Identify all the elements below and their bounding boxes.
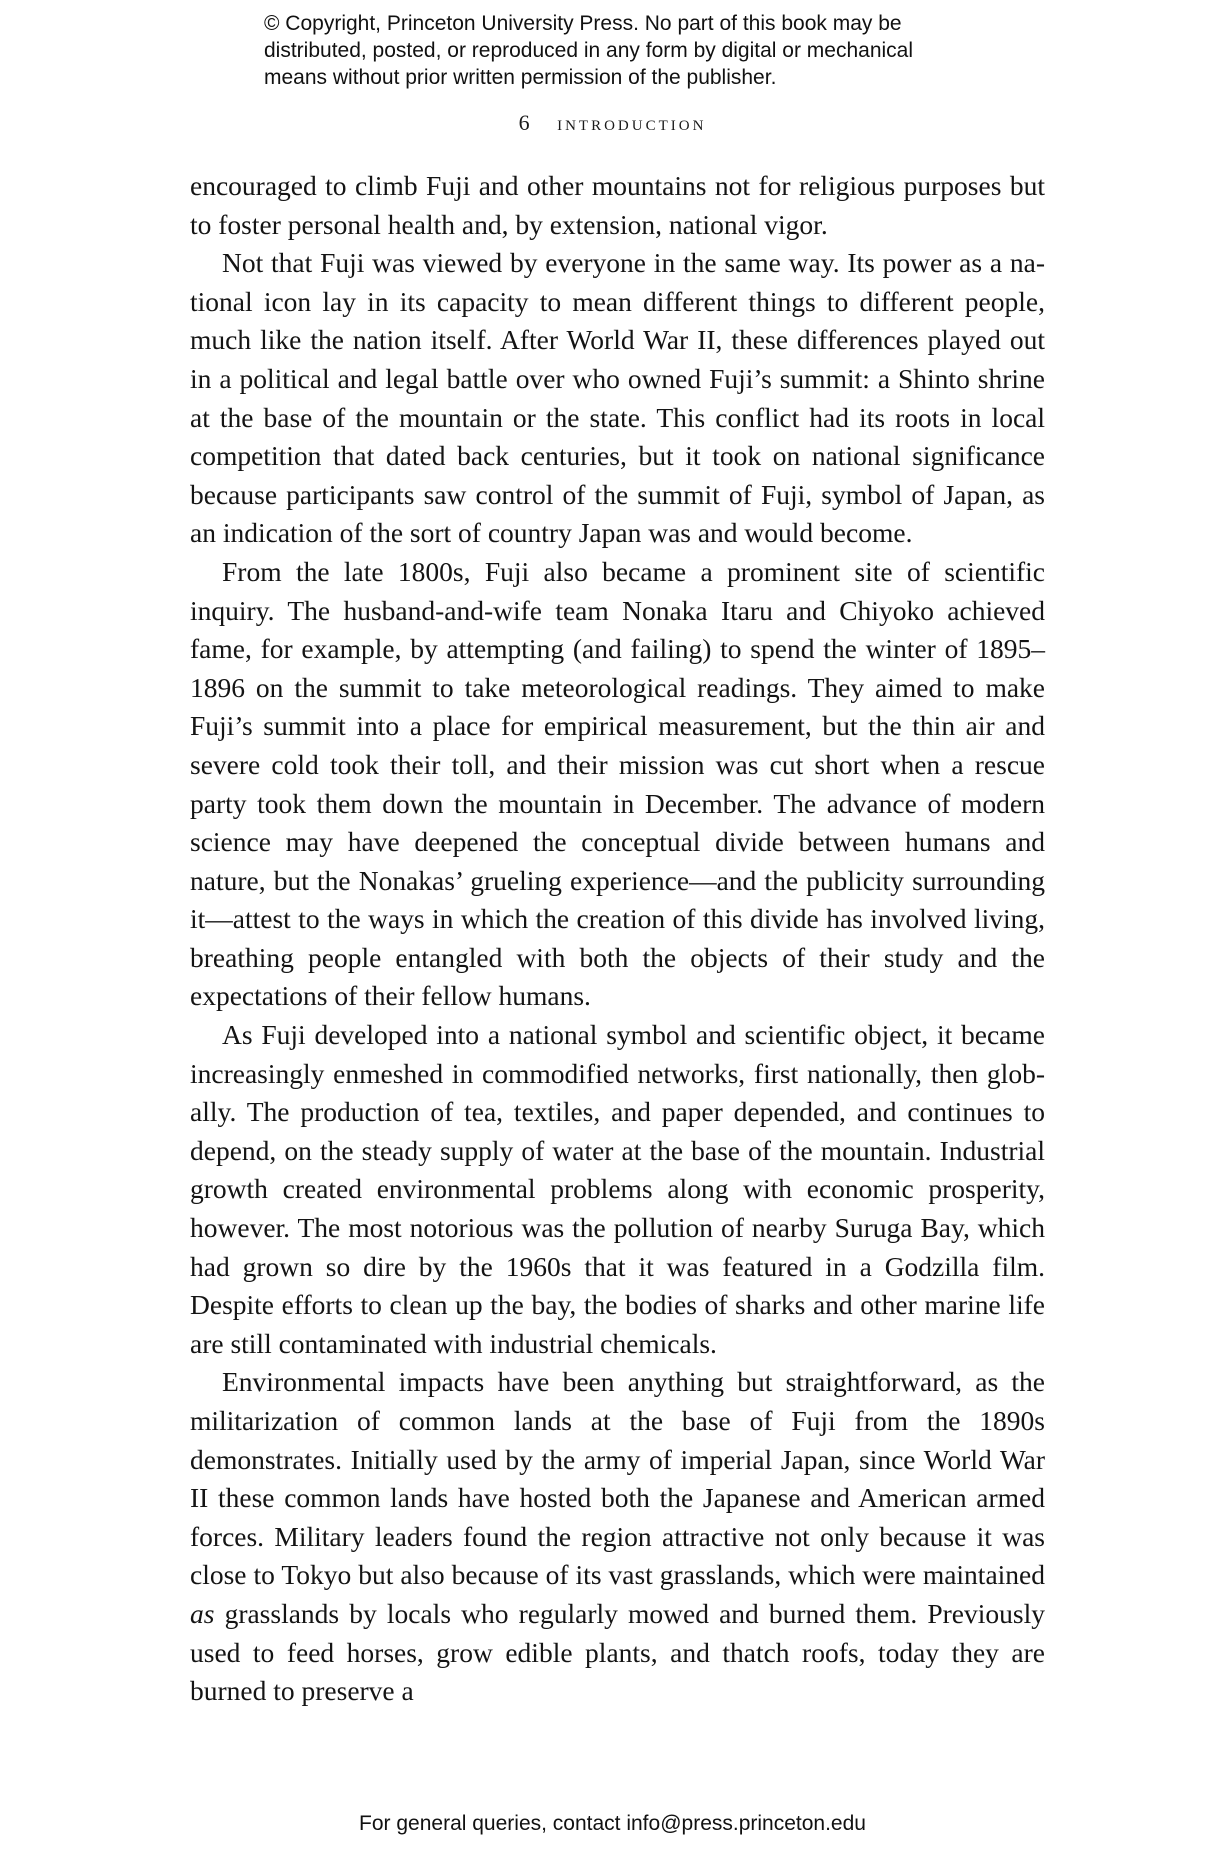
copyright-line: means without prior written permission of the publisher.	[264, 66, 777, 89]
footer-contact: For general queries, contact info@press.princeton.edu	[359, 1812, 866, 1835]
paragraph: From the late 1800s, Fuji also became a prominent site of scientific inquiry. The husband-and-wife team Nonaka Itaru and Chiyoko achieved fame, for example, by attempting (and failing) to spend the winter of 1895–1896 on the summit to take meteorological readings. They aimed to make Fuji’s summit into a place for empirical measurement, but the thin air and severe cold took their toll, and their mission was cut short when a rescue party took them down the mountain in December. The advance of modern science may have deepened the conceptual divide between humans and nature, but the Nonakas’ grueling experience—and the publicity surrounding it—attest to the ways in which the creation of this divide has involved living, breathing people entangled with both the objects of their study and the expectations of their fellow humans.	[190, 555, 1045, 1012]
italic-word: as	[190, 1597, 215, 1629]
body-text	[190, 167, 1045, 1711]
paragraph-text: Environmental impacts have been anything but straightforward, as the militarization of common lands at the base of Fuji from the 1890s demonstrates. Initially used by the army of imperial Japan, since World War II these common lands have hosted both the Japanese and American armed forces. Military leaders found the region attractive not only because it was close to Tokyo but also because of its vast grasslands, which were maintained	[190, 1366, 1045, 1591]
copyright-notice	[264, 10, 984, 91]
paragraph: encouraged to climb Fuji and other mountains not for religious purposes but to foster personal health and, by extension, national vigor.	[190, 170, 1045, 240]
paragraph-text: grasslands by locals who regularly mowed and burned them. Previously used to feed horses, grow edible plants, and thatch roofs, today they are burned to preserve a	[190, 1597, 1045, 1707]
section-title: introduction	[557, 110, 707, 135]
paragraph: Not that Fuji was viewed by everyone in the same way. Its power as a national icon lay in its capacity to mean different things to different people, much like the nation itself. After World War II, these differences played out in a political and legal battle over who owned Fuji’s summit: a Shinto shrine at the base of the mountain or the state. This conflict had its roots in local competition that dated back centuries, but it took on national significance because participants saw control of the summit of Fuji, symbol of Japan, as an indication of the sort of country Japan was and would become.	[190, 247, 1045, 549]
page-number: 6	[518, 110, 531, 135]
running-head	[0, 110, 1225, 136]
copyright-line: © Copyright, Princeton University Press. No part of this book may be	[264, 12, 902, 35]
paragraph	[190, 1363, 1045, 1710]
copyright-line: distributed, posted, or reproduced in any form by digital or mechanical	[264, 39, 914, 62]
paragraph: As Fuji developed into a national symbol and scientific object, it became increasingly enmeshed in commodified networks, first nationally, then globally. The production of tea, textiles, and paper depended, and continues to depend, on the steady supply of water at the base of the mountain. Industrial growth created environmental problems along with economic prosperity, however. The most notorious was the pollution of nearby Suruga Bay, which had grown so dire by the 1960s that it was featured in a Godzilla film. Despite efforts to clean up the bay, the bodies of sharks and other marine life are still contaminated with industrial chemicals.	[190, 1019, 1045, 1359]
